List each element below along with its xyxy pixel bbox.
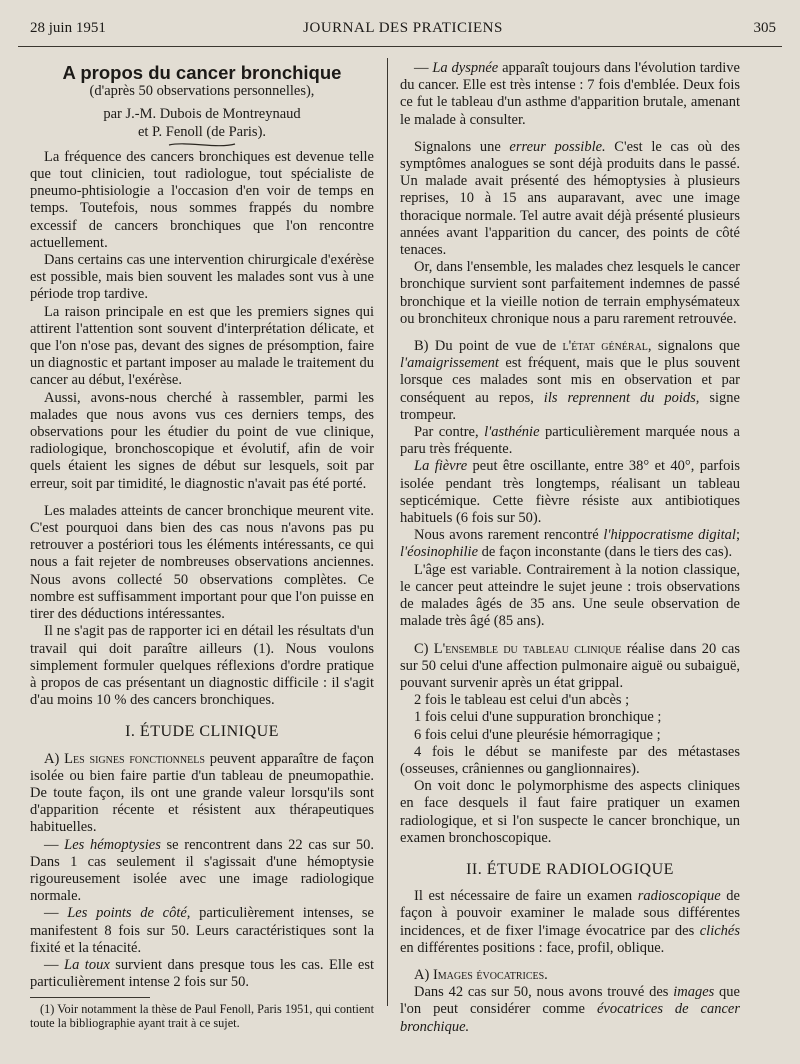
paragraph-tableau-clinique: C) L'ensemble du tableau clinique réalise dans 20 cas sur 50 celui d'une affection pulmonaire aiguë ou subaiguë, pouvant survenir après un état grippal. [400, 640, 740, 691]
subsection-images-evocatrices: A) Images évocatrices. [414, 966, 548, 983]
left-column [30, 60, 374, 1030]
article-title: A propos du cancer bronchique [62, 62, 342, 83]
paragraph-hemoptysies: — Les hémoptysies se rencontrent dans 22 cas sur 50. Dans 1 cas seulement il s'agissait d'une hémoptysie rigoureusement isolée avec une image radiologique normale. [30, 836, 375, 905]
paragraph-hippocratisme: Nous avons rarement rencontré l'hippocratisme digital; l'éosinophilie de façon inconstante (dans le tiers des cas). [400, 527, 740, 561]
paragraph-fievre: La fièvre peut être oscillante, entre 38° et 40°, parfois isolée pendant très longtemps, réalisant un tableau septicémique. Cette fièvre résiste aux antibiotiques habituels (6 fois sur 50). [400, 458, 740, 527]
byline-authors: par J.-M. Dubois de Montreynaud [103, 106, 301, 123]
paragraph: Aussi, avons-nous cherché à rassembler, parmi les malades que nous avons vus ces derniers temps, des observations pour les étudier du point de vue clinique, radiologique, bronchoscopique et évolutif, afin de voir quels étaient les signes de début sur lesquels, soit par erreur, soit par timidité, le diagnostic n'avait pas été porté. [30, 389, 374, 492]
paragraph: Les malades atteints de cancer bronchique meurent vite. C'est pourquoi dans bien des cas nous n'avons pas pu retrouver a postériori tous les éléments intéressants, ce qui nous a fait rejeter de nombreuses observations anciennes. Nous avons collecté 50 observations complètes. Ce nombre est suffisamment important pour que l'on puisse en tirer des déductions intéressantes. [30, 502, 374, 623]
clinical-list [400, 692, 740, 778]
paragraph-erreur: Signalons une erreur possible. C'est le cas où des symptômes analogues se sont déjà produits dans le passé. Un malade avait présenté des hémoptysies à plusieurs reprises, 10 à 15 ans auparavant, avec une image thoracique normale. Tel autre avait déjà présenté plusieurs années avant l'apparition du cancer, des points de côté tenaces. [400, 138, 741, 259]
subsection-heading: A) Les signes fonctionnels [44, 750, 205, 767]
list-item: 4 fois le début se manifeste par des métastases (osseuses, crâniennes ou ganglionnaires). [400, 743, 740, 777]
section-heading-radiologique: II. ÉTUDE RADIOLOGIQUE [466, 860, 674, 878]
paragraph-conclusion: On voit donc le polymorphisme des aspects cliniques en face desquels il faut faire pratiquer un examen radiologique, et si l'on suspecte le cancer bronchique, un examen bronchoscopique. [400, 778, 740, 846]
journal-name: JOURNAL DES PRATICIENS [303, 20, 503, 36]
column-divider [387, 58, 388, 1006]
paragraph-signes-fonctionnels: A) Les signes fonctionnels peuvent apparaître de façon isolée ou bien faire partie d'un tableau de pneumopathie. De toute façon, ils ont une grande valeur lorsqu'ils sont d'apparition récente et résistent aux thérapeutiques habituelles. [30, 750, 374, 836]
list-item: 2 fois le tableau est celui d'un abcès ; [414, 692, 630, 709]
list-item: 6 fois celui d'une pleurésie hémorragique ; [414, 726, 661, 743]
decorative-flourish [167, 141, 237, 149]
paragraph: Il ne s'agit pas de rapporter ici en détail les résultats d'un travail qui doit paraître ailleurs (1). Nous voulons simplement formuler quelques réflexions d'ordre pratique à propos de cas présentant un diagnostic difficile : il s'agit d'au moins 10 % des cancers bronchiques. [30, 623, 374, 709]
byline-authors-2: et P. Fenoll (de Paris). [137, 123, 267, 140]
paragraph: La raison principale en est que les premiers signes qui attirent l'attention sont souvent d'interprétation délicate, et que l'on n'ose pas, devant des signes de présomption, faire un diagnostic et partant imposer au malade le traitement du cancer au début, l'exérèse. [30, 303, 374, 389]
article-subtitle: (d'après 50 observations personnelles), [89, 83, 315, 100]
header-rule [18, 46, 782, 47]
paragraph: La fréquence des cancers bronchiques est devenue telle que tout clinicien, tout radiologue, tout spécialiste de pneumo-phtisiologie a l'occasion d'en voir de temps en temps. Toutefois, nous sommes frappés du nombre excessif de cancers bronchiques que l'on rencontre actuellement. [30, 148, 374, 251]
paragraph-etat-general: B) Du point de vue de l'état général, signalons que l'amaigrissement est fréquent, mais que le plus souvent lorsque ces malades sont mis en observation et par conséquent au repos, ils reprennent du poids, signe trompeur. [400, 338, 740, 423]
paragraph-radioscopique: Il est nécessaire de faire un examen radioscopique de façon à pouvoir examiner le malade sous différentes incidences, et de fixer l'image évocatrice par des clichés en différentes positions : face, profil, oblique. [400, 888, 740, 956]
list-item: 1 fois celui d'une suppuration bronchique ; [414, 709, 662, 726]
page-number: 305 [753, 20, 776, 36]
paragraph-age: L'âge est variable. Contrairement à la notion classique, le cancer peut atteindre le sujet jeune : trois observations de malades âgés de 35 ans. Une seule observation de malade très âgé (85 ans). [400, 561, 740, 630]
paragraph-or: Or, dans l'ensemble, les malades chez lesquels le cancer bronchique survient sont parfaitement indemnes de passé bronchique et la vieille notion de terrain emphysémateux ou bronchiteux chronique nous a paru rarement retrouvée. [400, 259, 740, 327]
paragraph-points-de-cote: — Les points de côté, particulièrement intenses, se manifestent 8 fois sur 50. Leurs caractéristiques sont la fixité et la ténacité. [30, 905, 374, 956]
running-header [30, 18, 776, 38]
footnote: (1) Voir notamment la thèse de Paul Fenoll, Paris 1951, qui contient toute la bibliographie ayant trait à ce sujet. [30, 1002, 374, 1031]
paragraph-toux: — La toux survient dans presque tous les cas. Elle est particulièrement intense 2 fois sur 50. [30, 956, 375, 991]
footnote-rule [30, 997, 150, 998]
paragraph-asthenie: Par contre, l'asthénie particulièrement marquée nous a paru très fréquente. [400, 424, 740, 458]
section-heading-clinique: I. ÉTUDE CLINIQUE [125, 723, 279, 741]
paragraph: Dans certains cas une intervention chirurgicale d'exérèse est possible, mais bien souvent les malades sont vus à une période trop tardive. [30, 252, 374, 303]
right-column [400, 60, 740, 1036]
issue-date: 28 juin 1951 [30, 20, 106, 36]
paragraph-dyspnee: — La dyspnée apparaît toujours dans l'évolution tardive du cancer. Elle est très intense : 7 fois d'emblée. Deux fois ce fut le tableau d'un asthme d'apparition brutale, amenant le malade à consulter. [400, 60, 740, 128]
paragraph-images: Dans 42 cas sur 50, nous avons trouvé des images que l'on peut considérer comme évocatrices de cancer bronchique. [400, 984, 740, 1035]
